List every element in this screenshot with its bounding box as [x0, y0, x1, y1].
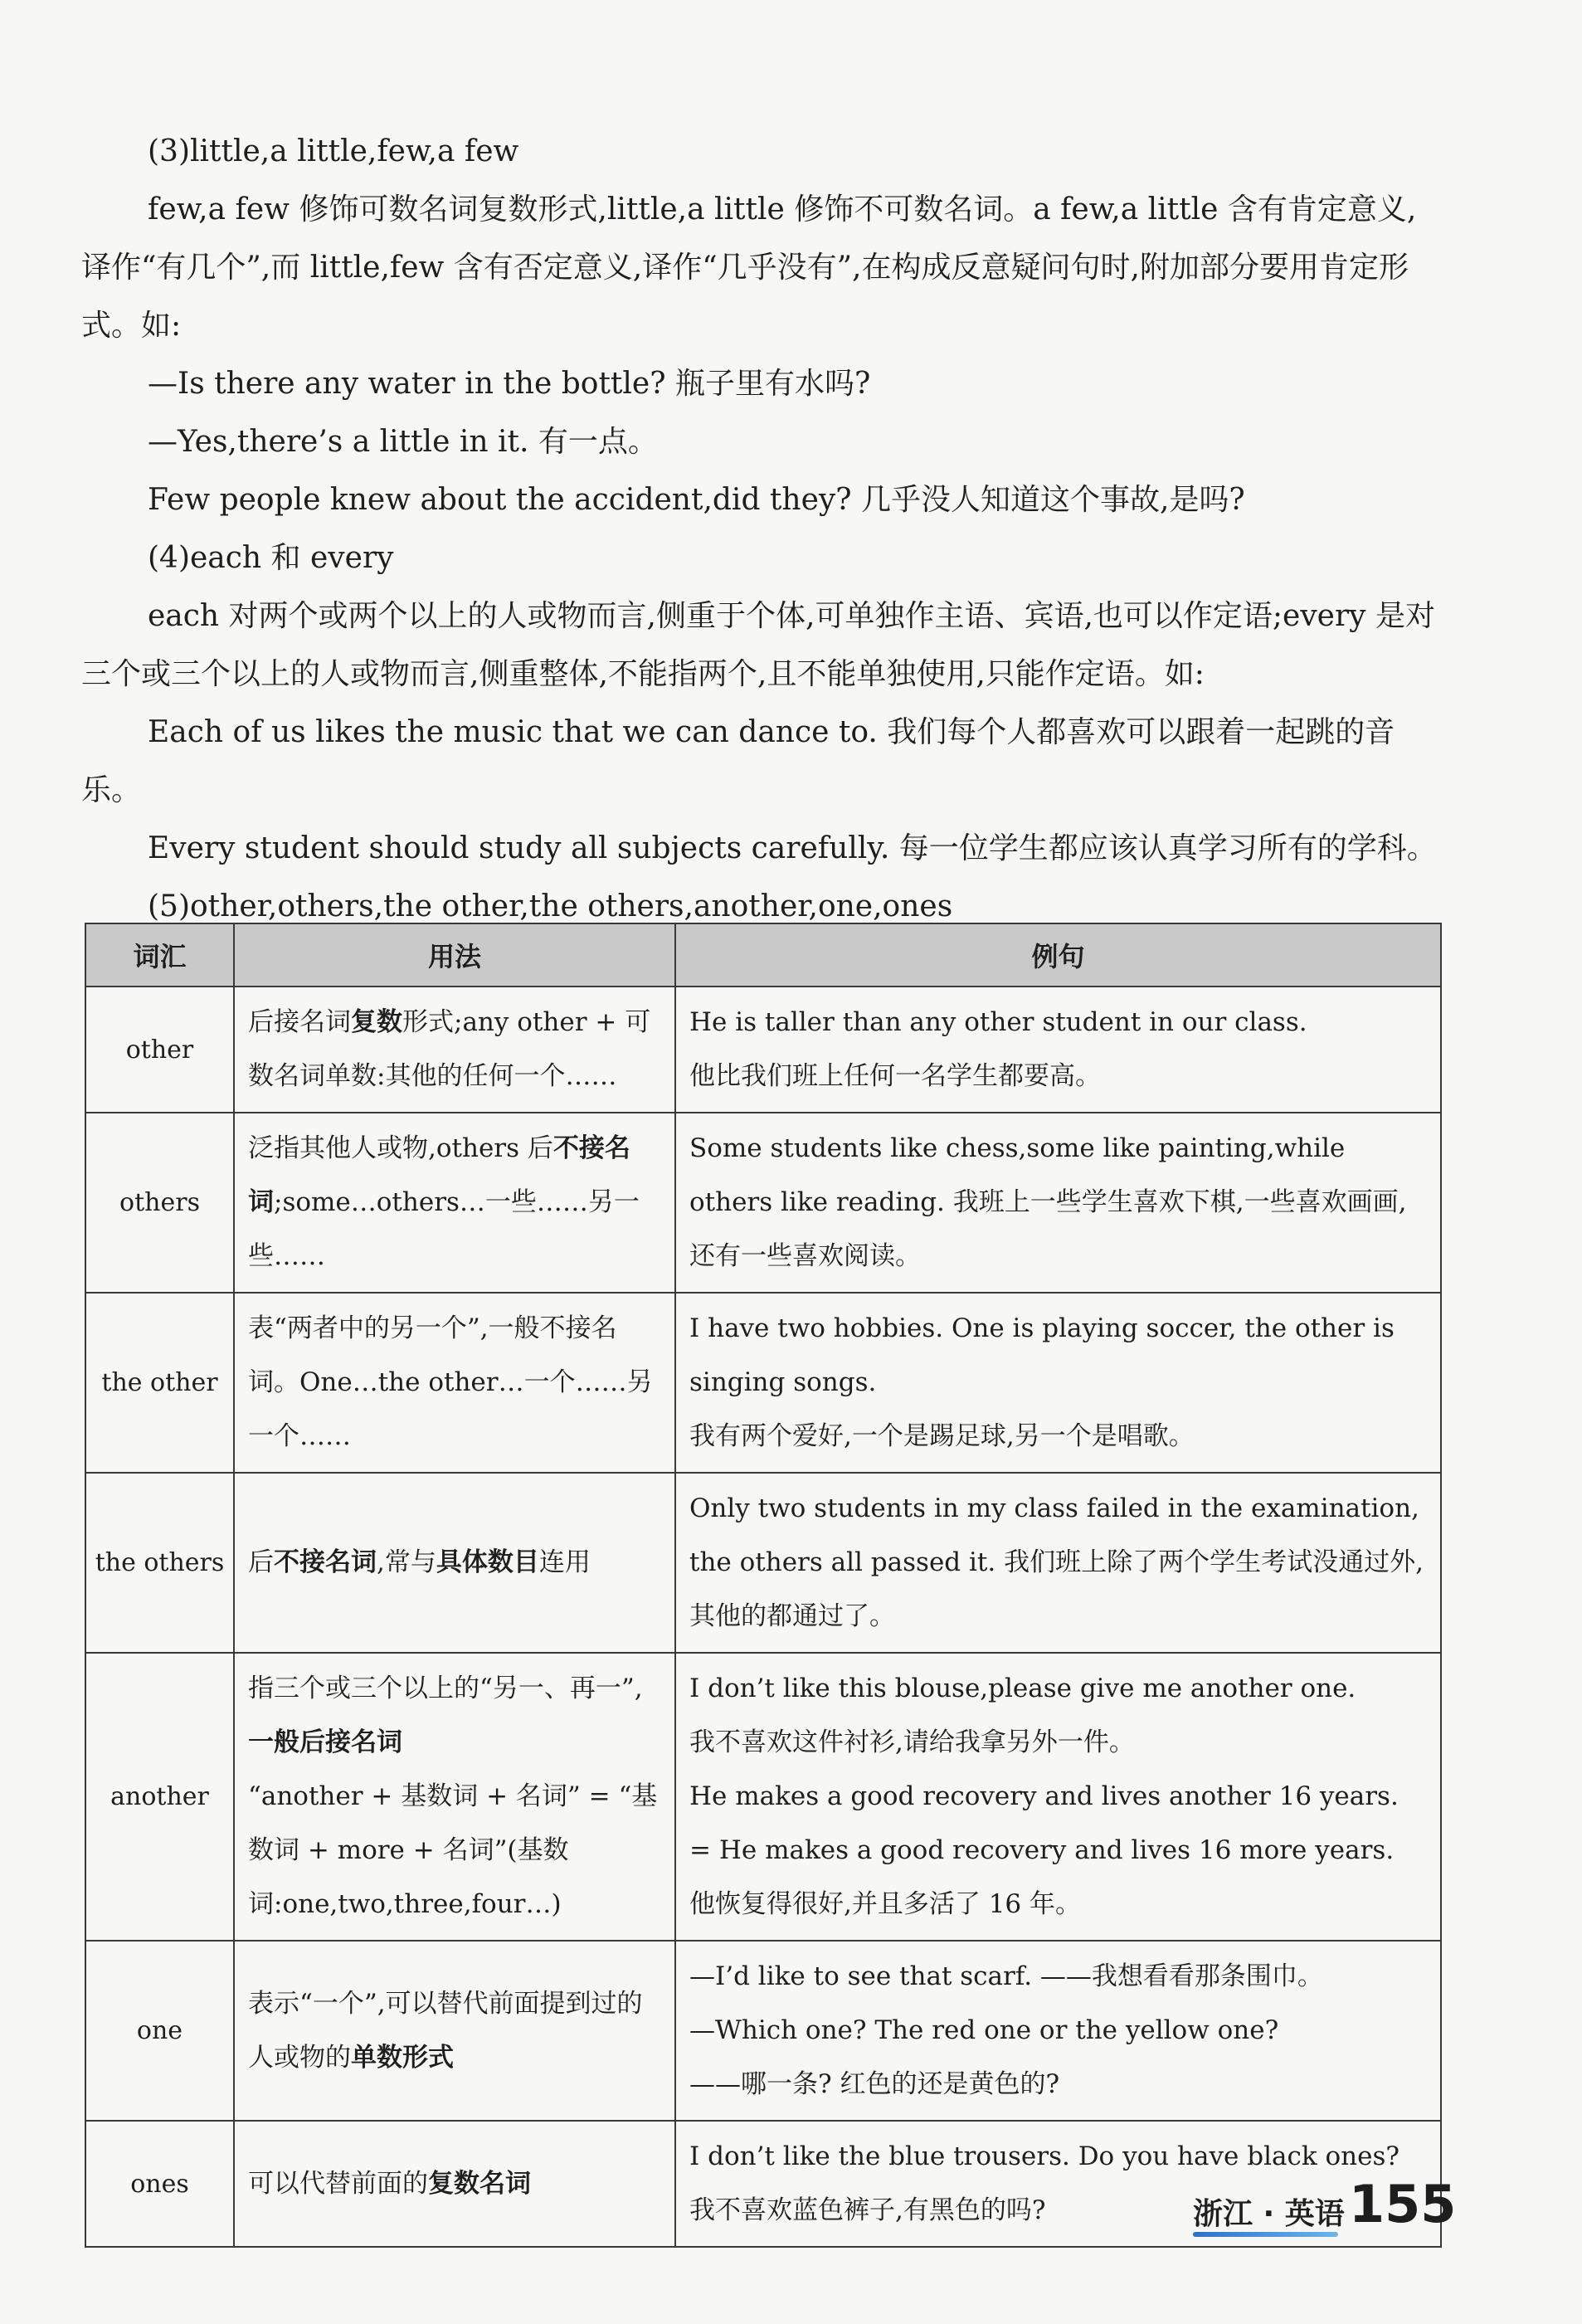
usage-cell: 后接名词复数形式;any other + 可数名词单数:其他的任何一个……	[234, 987, 675, 1113]
example-cell: Some students like chess,some like painting,while others like reading. 我班上一些学生喜欢下棋,一些喜欢画画,还有一些喜欢阅读。	[675, 1113, 1441, 1293]
table-row	[85, 1293, 1441, 1473]
example-cell: I don’t like the blue trousers. Do you have black ones? 我不喜欢蓝色裤子,有黑色的吗?	[675, 2121, 1441, 2247]
table-header-row	[85, 923, 1441, 987]
table-row	[85, 1653, 1441, 1941]
usage-cell: 表“两者中的另一个”,一般不接名词。One…the other…一个……另一个……	[234, 1293, 675, 1473]
word-cell: other	[85, 987, 234, 1113]
word-cell: others	[85, 1113, 234, 1293]
section-3-body: few,a few 修饰可数名词复数形式,little,a little 修饰不可数名词。a few,a little 含有肯定意义,译作“有几个”,而 little,few 含有否定意义,译作“几乎没有”,在构成反意疑问句时,附加部分要用肯定形式。如:	[81, 192, 1417, 343]
footer-label: 浙江 · 英语	[1193, 2197, 1345, 2231]
usage-cell: 可以代替前面的复数名词	[234, 2121, 675, 2247]
header-usage: 用法	[234, 923, 675, 987]
footer-accent-line	[1193, 2232, 1338, 2237]
table-row	[85, 1473, 1441, 1653]
header-example: 例句	[675, 923, 1441, 987]
word-cell: the others	[85, 1473, 234, 1653]
section-3	[81, 123, 1442, 936]
table-row	[85, 987, 1441, 1113]
example-cell: —I’d like to see that scarf. ——我想看看那条围巾。 —Which one? The red one or the yellow one? ——哪一条? 红色的还是黄色的?	[675, 1941, 1441, 2121]
table-row	[85, 1941, 1441, 2121]
usage-cell: 表示“一个”,可以替代前面提到过的人或物的单数形式	[234, 1941, 675, 2121]
word-cell: one	[85, 1941, 234, 2121]
word-cell: another	[85, 1653, 234, 1941]
page-number: 155	[1349, 2174, 1457, 2234]
section-5-heading: (5)other,others,the other,the others,another,one,ones	[148, 889, 953, 923]
section-3-example-2: —Yes,there’s a little in it. 有一点。	[148, 425, 658, 459]
example-cell: I don’t like this blouse,please give me another one. 我不喜欢这件衬衫,请给我拿另外一件。 He makes a good recovery and lives another 16 years. = He makes a good recovery and lives 16 more years. 他恢复得很好,并且多活了 16 年。	[675, 1653, 1441, 1941]
header-word: 词汇	[85, 923, 234, 987]
section-4-example-1: Each of us likes the music that we can dance to. 我们每个人都喜欢可以跟着一起跳的音乐。	[81, 715, 1395, 807]
example-cell: He is taller than any other student in our class. 他比我们班上任何一名学生都要高。	[675, 987, 1441, 1113]
section-3-heading: (3)little,a little,few,a few	[148, 134, 519, 168]
word-cell: ones	[85, 2121, 234, 2247]
section-4-example-2: Every student should study all subjects carefully. 每一位学生都应该认真学习所有的学科。	[148, 831, 1437, 865]
table-row	[85, 1113, 1441, 1293]
usage-cell: 指三个或三个以上的“另一、再一”,一般后接名词 “another + 基数词 + 名词” = “基数词 + more + 名词”(基数词:one,two,three,four…)	[234, 1653, 675, 1941]
usage-table	[85, 923, 1442, 2248]
usage-cell: 泛指其他人或物,others 后不接名词;some…others…一些……另一些……	[234, 1113, 675, 1293]
example-cell: I have two hobbies. One is playing soccer, the other is singing songs. 我有两个爱好,一个是踢足球,另一个是唱歌。	[675, 1293, 1441, 1473]
usage-cell: 后不接名词,常与具体数目连用	[234, 1473, 675, 1653]
section-4-heading: (4)each 和 every	[148, 541, 394, 575]
section-4-body: each 对两个或两个以上的人或物而言,侧重于个体,可单独作主语、宾语,也可以作定语;every 是对三个或三个以上的人或物而言,侧重整体,不能指两个,且不能单独使用,只能作定语。如:	[81, 599, 1435, 691]
section-3-example-1: —Is there any water in the bottle? 瓶子里有水吗?	[148, 367, 871, 401]
section-3-example-3: Few people knew about the accident,did they? 几乎没人知道这个事故,是吗?	[148, 483, 1245, 517]
word-cell: the other	[85, 1293, 234, 1473]
example-cell: Only two students in my class failed in the examination, the others all passed it. 我们班上除了两个学生考试没通过外,其他的都通过了。	[675, 1473, 1441, 1653]
